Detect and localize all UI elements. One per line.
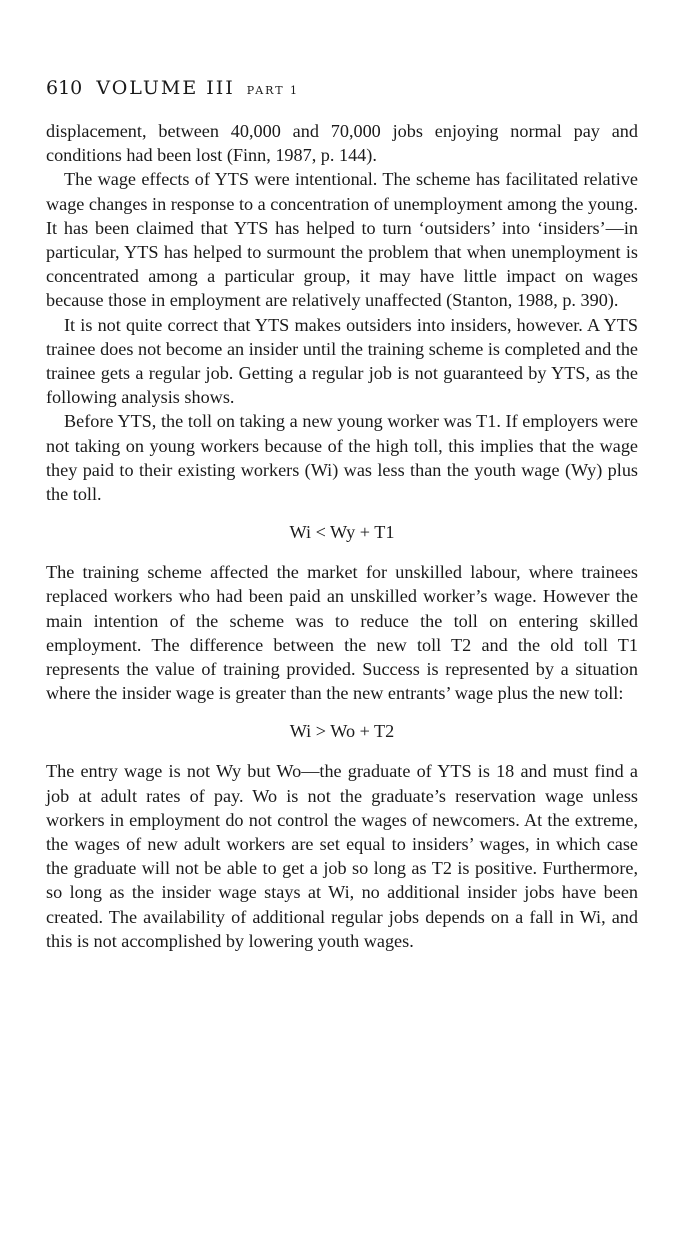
part-label: PART 1 [246,84,300,97]
paragraph-training-scheme: The training scheme affected the market for unskilled labour, where trainees replaced workers who had been paid an unskilled worker’s wage. However the main intention of the scheme was to reduce the toll on entering skilled employment. The difference between the new toll T2 and the old toll T1 represents the value of training provided. Success is represented by a situation where the insider wage is greater than the new entrants’ wage plus the new toll: [46,562,638,704]
paragraph-outsiders-insiders: It is not quite correct that YTS makes outsiders into insiders, however. A YTS trainee does not become an insider until the training scheme is completed and the trainee gets a regular job. Getting a regular job is not guaranteed by YTS, as the following analysis shows. [46,314,638,408]
paragraph-wage-effects: The wage effects of YTS were intentional. The scheme has facilitated relative wage changes in response to a concentration of unemployment among the young. It has been claimed that YTS has helped to turn ‘outsiders’ into ‘insiders’—in particular, YTS has helped to surmount the problem that when unemployment is concentrated among a particular group, it may have little impact on wages because those in employment are relatively unaffected (Stanton, 1988, p. 390). [46,169,638,311]
equation-2: Wi > Wo + T2 [289,721,395,742]
paragraph-entry-wage: The entry wage is not Wy but Wo—the graduate of YTS is 18 and must find a job at adult rates of pay. Wo is not the graduate’s reservation wage unless workers in employment do not control the wages of newcomers. At the extreme, the wages of new adult workers are set equal to insiders’ wages, in which case the graduate will not be able to get a job so long as T2 is positive. Furthermore, so long as the insider wage stays at Wi, no additional insider jobs have been created. The availability of additional regular jobs depends on a fall in Wi, and this is not accomplished by lowering youth wages. [46,761,638,951]
running-head [46,76,638,100]
body-text [46,119,638,953]
paragraph-continuation: displacement, between 40,000 and 70,000 jobs enjoying normal pay and conditions had been lost (Finn, 1987, p. 144). [46,121,638,166]
page-number: 610 [46,77,83,99]
book-page [46,76,638,953]
volume-label: VOLUME III [96,77,235,99]
equation-1: Wi < Wy + T1 [289,522,395,543]
paragraph-before-yts: Before YTS, the toll on taking a new young worker was T1. If employers were not taking on young workers because of the high toll, this implies that the wage they paid to their existing workers (Wi) was less than the youth wage (Wy) plus the toll. [46,411,638,505]
